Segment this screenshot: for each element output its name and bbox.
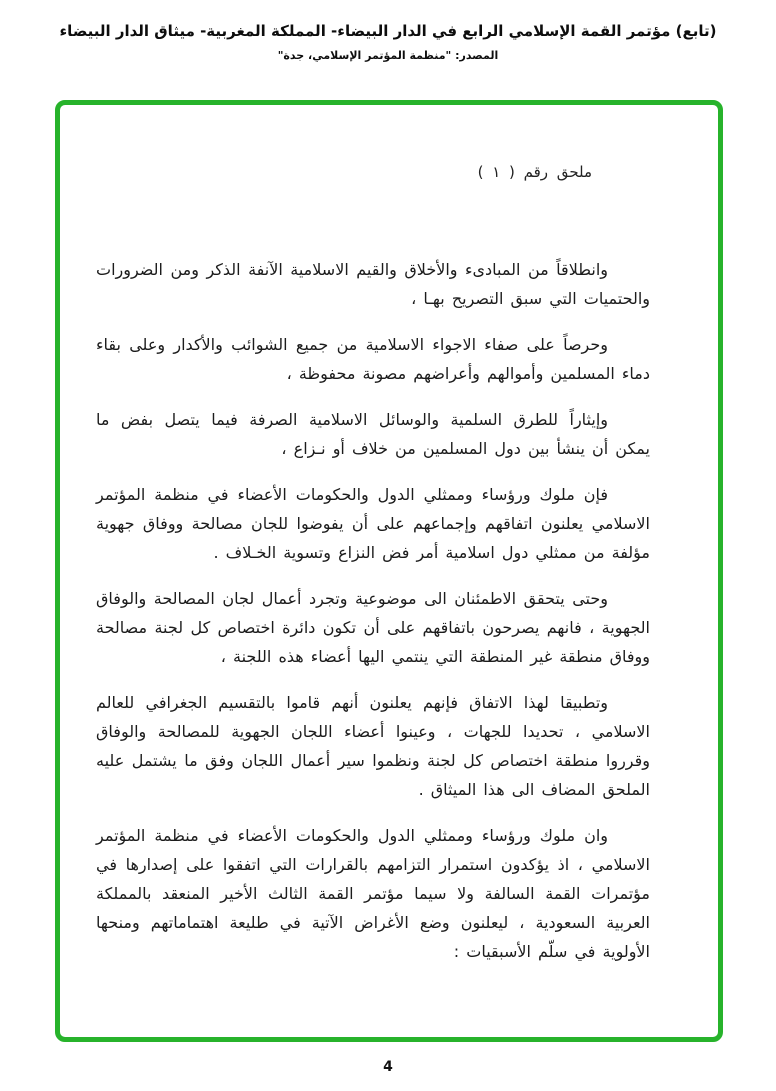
page-number: 4	[383, 1059, 393, 1075]
annex-number-label: ملحق رقم ( ١ )	[477, 163, 592, 181]
document-body	[60, 105, 718, 1003]
paragraph: وان ملوك ورؤساء وممثلي الدول والحكومات الأعضاء في منظمة المؤتمر الاسلامي ، اذ يؤكدون استمرار التزامهم بالقرارات التي اتفقوا على إصدارها في مؤتمرات القمة السالفة ولا سيما مؤتمر القمة الثالث الأخير المنعقد بالمملكة العربية السعودية ، ليعلنون وضع الأغراض الآتية في طليعة اهتماماتهم ومنحها الأولوية في سلّم الأسبقيات :	[96, 826, 650, 961]
paragraph: وحرصاً على صفاء الاجواء الاسلامية من جميع الشوائب والأكدار وعلى بقاء دماء المسلمين وأموالهم وأعراضهم مصونة محفوظة ،	[96, 335, 650, 383]
document-title: (تابع) مؤتمر القمة الإسلامي الرابع في الدار البيضاء- المملكة المغربية- ميثاق الدار البيضاء	[59, 22, 717, 40]
paragraph: وحتى يتحقق الاطمئنان الى موضوعية وتجرد أعمال لجان المصالحة والوفاق الجهوية ، فانهم يصرحون باتفاقهم على أن تكون دائرة اختصاص كل لجنة مصالحة ووفاق منطقة غير المنطقة التي ينتمي اليها أعضاء هذه اللجنة ،	[96, 589, 650, 666]
document-source-line: المصدر: "منظمة المؤتمر الإسلامي، جدة"	[277, 49, 499, 62]
document-header	[0, 0, 776, 62]
paragraph: وانطلاقاً من المبادىء والأخلاق والقيم الاسلامية الآنفة الذكر ومن الضرورات والحتميات التي سبق التصريح بهـا ،	[96, 260, 650, 308]
green-document-frame	[55, 100, 723, 1042]
paragraph: وإيثاراً للطرق السلمية والوسائل الاسلامية الصرفة فيما يتصل بفض ما يمكن أن ينشأ بين دول المسلمين من خلاف أو نـزاع ،	[96, 410, 650, 458]
paragraph: وتطبيقا لهذا الاتفاق فإنهم يعلنون أنهم قاموا بالتقسيم الجغرافي للعالم الاسلامي ، تحديدا للجهات ، وعينوا أعضاء اللجان الجهوية للمصالحة والوفاق وقرروا منطقة اختصاص كل لجنة ونظموا سير أعمال اللجان وفق ما يشتمل عليه الملحق المضاف الى هذا الميثاق .	[96, 693, 650, 799]
paragraph: فإن ملوك ورؤساء وممثلي الدول والحكومات الأعضاء في منظمة المؤتمر الاسلامي يعلنون اتفاقهم وإجماعهم على أن يفوضوا للجان مصالحة ووفاق جهوية مؤلفة من ممثلي دول اسلامية أمر فض النزاع وتسوية الخـلاف .	[96, 485, 650, 562]
